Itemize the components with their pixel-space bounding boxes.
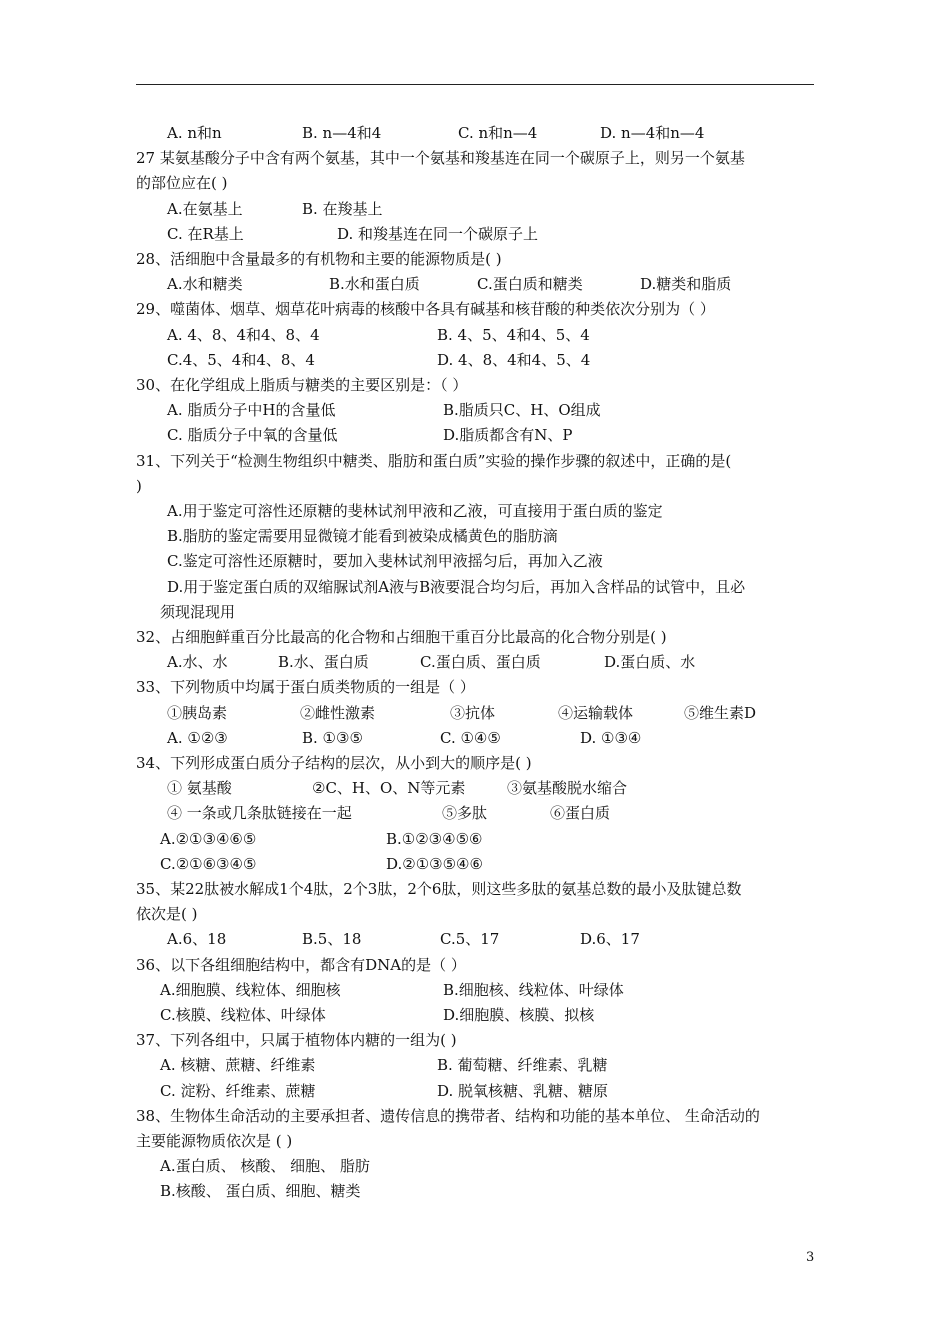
- q34-opts2-cell-1: D.②①③⑤④⑥: [386, 855, 483, 873]
- q33-items-cell-2: ③抗体: [450, 704, 496, 722]
- q37-line: 37、下列各组中，只属于植物体内糖的一组为( ): [136, 1031, 457, 1049]
- q28-opts-cell-2: C.蛋白质和糖类: [477, 275, 583, 293]
- q28-opts-cell-3: D.糖类和脂质: [640, 275, 732, 293]
- q38-A-line: A.蛋白质、 核酸、 细胞、 脂肪: [160, 1157, 370, 1175]
- q34-items1-cell-1: ②C、H、O、N等元素: [312, 779, 466, 797]
- q36-line: 36、以下各组细胞结构中，都含有DNA的是（ ）: [136, 956, 466, 974]
- q31-a-line: 31、下列关于“检测生物组织中糖类、脂肪和蛋白质”实验的操作步骤的叙述中，正确的是(: [136, 452, 732, 470]
- q29-opts1-cell-1: B. 4、5、4和4、5、4: [437, 326, 590, 344]
- q34-items1-cell-0: ① 氨基酸: [167, 779, 232, 797]
- q34-opts2-cell-0: C.②①⑥③④⑤: [160, 855, 257, 873]
- q31-D1-line: D.用于鉴定蛋白质的双缩脲试剂A液与B液要混合均匀后，再加入含样品的试管中，且必: [167, 578, 746, 596]
- q27-opts1-cell-1: B. 在羧基上: [302, 200, 383, 218]
- q33-opts-cell-1: B. ①③⑤: [302, 729, 363, 747]
- q35-b-line: 依次是( ): [136, 905, 198, 923]
- q35-a-line: 35、某22肽被水解成1个4肽，2个3肽，2个6肽，则这些多肽的氨基总数的最小及肽键总数: [136, 880, 742, 898]
- q36-opts1-cell-0: A.细胞膜、线粒体、细胞核: [160, 981, 341, 999]
- q30-opts1-cell-0: A. 脂质分子中H的含量低: [167, 401, 336, 419]
- q37-opts1-cell-1: B. 葡萄糖、纤维素、乳糖: [437, 1056, 608, 1074]
- q29-opts1-cell-0: A. 4、8、4和4、8、4: [167, 326, 320, 344]
- q38-B-line: B.核酸、 蛋白质、细胞、糖类: [160, 1182, 361, 1200]
- q30-opts1-cell-1: B.脂质只C、H、O组成: [443, 401, 601, 419]
- q27-a-line: 27 某氨基酸分子中含有两个氨基，其中一个氨基和羧基连在同一个碳原子上，则另一个氨基: [136, 149, 745, 167]
- q27-opts2-cell-1: D. 和羧基连在同一个碳原子上: [337, 225, 539, 243]
- q33-items-cell-0: ①胰岛素: [167, 704, 228, 722]
- q32-opts-cell-2: C.蛋白质、蛋白质: [420, 653, 541, 671]
- q35-opts-cell-3: D.6、17: [580, 930, 640, 948]
- q37-opts2-cell-0: C. 淀粉、纤维素、蔗糖: [160, 1082, 316, 1100]
- q30-line: 30、在化学组成上脂质与糖类的主要区别是：（ ）: [136, 376, 468, 394]
- q33-line: 33、下列物质中均属于蛋白质类物质的一组是（ ）: [136, 678, 475, 696]
- q28-opts-cell-1: B.水和蛋白质: [329, 275, 420, 293]
- q32-line: 32、占细胞鲜重百分比最高的化合物和占细胞干重百分比最高的化合物分别是( ): [136, 628, 667, 646]
- q34-opts1-cell-1: B.①②③④⑤⑥: [386, 830, 483, 848]
- q28-opts-cell-0: A.水和糖类: [167, 275, 243, 293]
- q30-opts2-cell-1: D.脂质都含有N、P: [443, 426, 573, 444]
- q36-opts2-cell-0: C.核膜、线粒体、叶绿体: [160, 1006, 326, 1024]
- q31-B-line: B.脂肪的鉴定需要用显微镜才能看到被染成橘黄色的脂肪滴: [167, 527, 558, 545]
- q36-opts1-cell-1: B.细胞核、线粒体、叶绿体: [443, 981, 624, 999]
- q29-line: 29、噬菌体、烟草、烟草花叶病毒的核酸中各具有碱基和核苷酸的种类依次分别为（ ）: [136, 300, 715, 318]
- q31-C-line: C.鉴定可溶性还原糖时，要加入斐林试剂甲液摇匀后，再加入乙液: [167, 552, 603, 570]
- q26-opts-cell-0: A. n和n: [167, 124, 222, 142]
- q37-opts1-cell-0: A. 核糖、蔗糖、纤维素: [160, 1056, 316, 1074]
- q34-items2-cell-1: ⑤多肽: [442, 804, 488, 822]
- q32-opts-cell-3: D.蛋白质、水: [604, 653, 696, 671]
- q35-opts-cell-1: B.5、18: [302, 930, 362, 948]
- q31-b-line: ): [136, 477, 142, 495]
- q37-opts2-cell-1: D. 脱氧核糖、乳糖、糖原: [437, 1082, 609, 1100]
- q33-items-cell-3: ④运输载体: [558, 704, 634, 722]
- q30-opts2-cell-0: C. 脂质分子中氧的含量低: [167, 426, 338, 444]
- q34-items2-cell-0: ④ 一条或几条肽链接在一起: [167, 804, 352, 822]
- q32-opts-cell-1: B.水、蛋白质: [278, 653, 369, 671]
- q38-a-line: 38、生物体生命活动的主要承担者、遗传信息的携带者、结构和功能的基本单位、 生命活动的: [136, 1107, 760, 1125]
- q33-opts-cell-0: A. ①②③: [167, 729, 228, 747]
- q26-opts-cell-1: B. n—4和4: [302, 124, 382, 142]
- q31-D2-line: 须现混现用: [160, 603, 236, 621]
- q26-opts-cell-2: C. n和n—4: [458, 124, 538, 142]
- page-number: 3: [806, 1250, 815, 1265]
- q33-items-cell-1: ②雌性激素: [300, 704, 376, 722]
- q38-b-line: 主要能源物质依次是 ( ): [136, 1132, 293, 1150]
- q34-opts1-cell-0: A.②①③④⑥⑤: [160, 830, 257, 848]
- q32-opts-cell-0: A.水、水: [167, 653, 228, 671]
- q27-opts1-cell-0: A.在氨基上: [167, 200, 243, 218]
- q35-opts-cell-2: C.5、17: [440, 930, 500, 948]
- q34-line: 34、下列形成蛋白质分子结构的层次，从小到大的顺序是( ): [136, 754, 532, 772]
- q34-items2-cell-2: ⑥蛋白质: [550, 804, 611, 822]
- q33-opts-cell-2: C. ①④⑤: [440, 729, 501, 747]
- q27-b-line: 的部位应在( ): [136, 174, 228, 192]
- q29-opts2-cell-1: D. 4、8、4和4、5、4: [437, 351, 591, 369]
- header-rule: [136, 84, 814, 85]
- q35-opts-cell-0: A.6、18: [167, 930, 227, 948]
- q36-opts2-cell-1: D.细胞膜、核膜、拟核: [443, 1006, 595, 1024]
- q33-items-cell-4: ⑤维生素D: [684, 704, 757, 722]
- q26-opts-cell-3: D. n—4和n—4: [600, 124, 705, 142]
- q34-items1-cell-2: ③氨基酸脱水缩合: [507, 779, 628, 797]
- q31-A-line: A.用于鉴定可溶性还原糖的斐林试剂甲液和乙液，可直接用于蛋白质的鉴定: [167, 502, 663, 520]
- q27-opts2-cell-0: C. 在R基上: [167, 225, 244, 243]
- q28-line: 28、活细胞中含量最多的有机物和主要的能源物质是( ): [136, 250, 502, 268]
- q33-opts-cell-3: D. ①③④: [580, 729, 642, 747]
- q29-opts2-cell-0: C.4、5、4和4、8、4: [167, 351, 315, 369]
